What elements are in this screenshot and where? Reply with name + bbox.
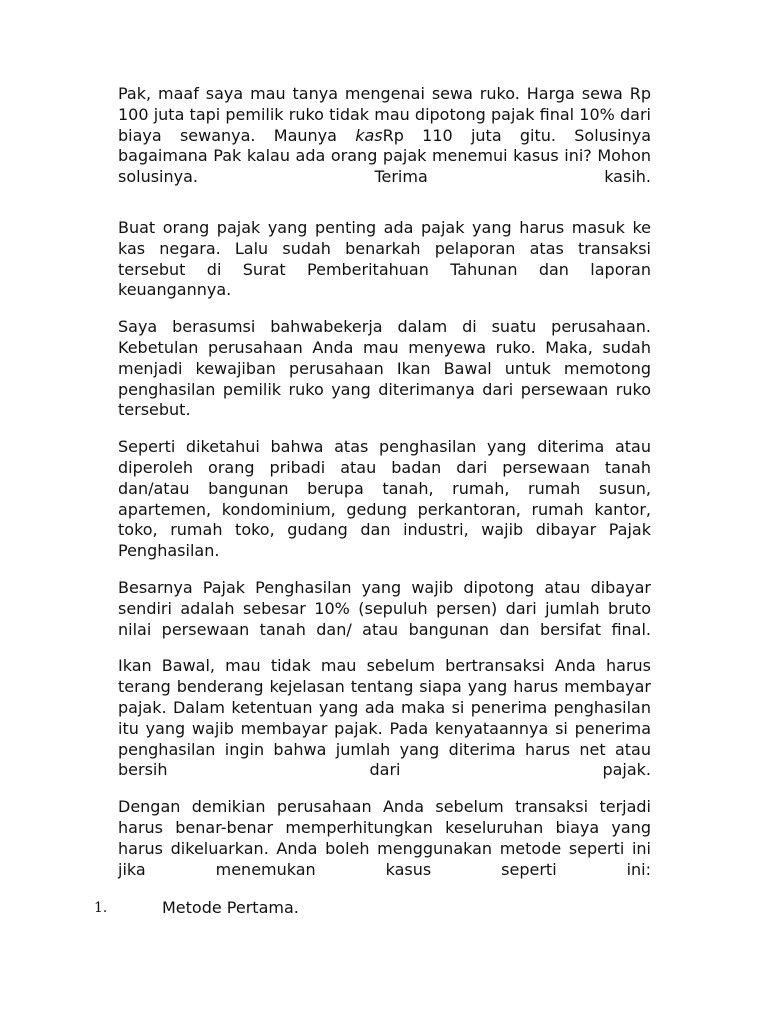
paragraph-tax-rate: Besarnya Pajak Penghasilan yang wajib dipotong atau dibayar sendiri adalah sebesar 10% (sepuluh persen) dari jumlah bruto nilai persewaan tanah dan/ atau bangunan dan bersifat final. — [118, 577, 651, 639]
paragraph-answer-intro: Buat orang pajak yang penting ada pajak yang harus masuk ke kas negara. Lalu sudah benarkah pelaporan atas transaksi tersebut di Surat Pemberitahuan Tahunan dan laporan keuangannya. — [118, 217, 651, 300]
paragraph-tax-rule: Seperti diketahui bahwa atas penghasilan yang diterima atau diperoleh orang pribadi atau badan dari persewaan tanah dan/atau bangunan berupa tanah, rumah, rumah susun, apartemen, kondominium, gedung perkantoran, rumah kantor, toko, rumah toko, gudang dan industri, wajib dibayar Pajak Penghasilan. — [118, 437, 651, 561]
paragraph-who-pays: Ikan Bawal, mau tidak mau sebelum bertransaksi Anda harus terang benderang kejelasan tentang siapa yang harus membayar pajak. Dalam ketentuan yang ada maka si penerima penghasilan itu yang wajib membayar pajak. Pada kenyataannya si penerima penghasilan ingin bahwa jumlah yang diterima harus net atau bersih dari pajak. — [118, 656, 651, 780]
paragraph-conclusion: Dengan demikian perusahaan Anda sebelum transaksi terjadi harus benar-benar memperhitungkan keseluruhan biaya yang harus dikeluarkan. Anda boleh menggunakan metode seperti ini jika menemukan kasus seperti ini: — [118, 797, 651, 879]
list-item-method — [94, 898, 654, 922]
list-number: 1. — [94, 900, 108, 916]
document-body — [118, 84, 651, 880]
paragraph-assumption: Saya berasumsi bahwabekerja dalam di suatu perusahaan. Kebetulan perusahaan Anda mau menyewa ruko. Maka, sudah menjadi kewajiban perusahaan Ikan Bawal untuk memotong penghasilan pemilik ruko yang diterimanya dari persewaan ruko tersebut. — [118, 317, 651, 420]
list-label: Metode Pertama. — [162, 898, 299, 917]
italic-word: kas — [355, 125, 383, 145]
paragraph-question: Pak, maaf saya mau tanya mengenai sewa ruko. Harga sewa Rp 100 juta tapi pemilik ruko tidak mau dipotong pajak final 10% dari biaya sewanya. Maunya kasRp 110 juta gitu. Solusinya bagaimana Pak kalau ada orang pajak menemui kasus ini? Mohon solusinya. Terima kasih. — [118, 84, 651, 187]
